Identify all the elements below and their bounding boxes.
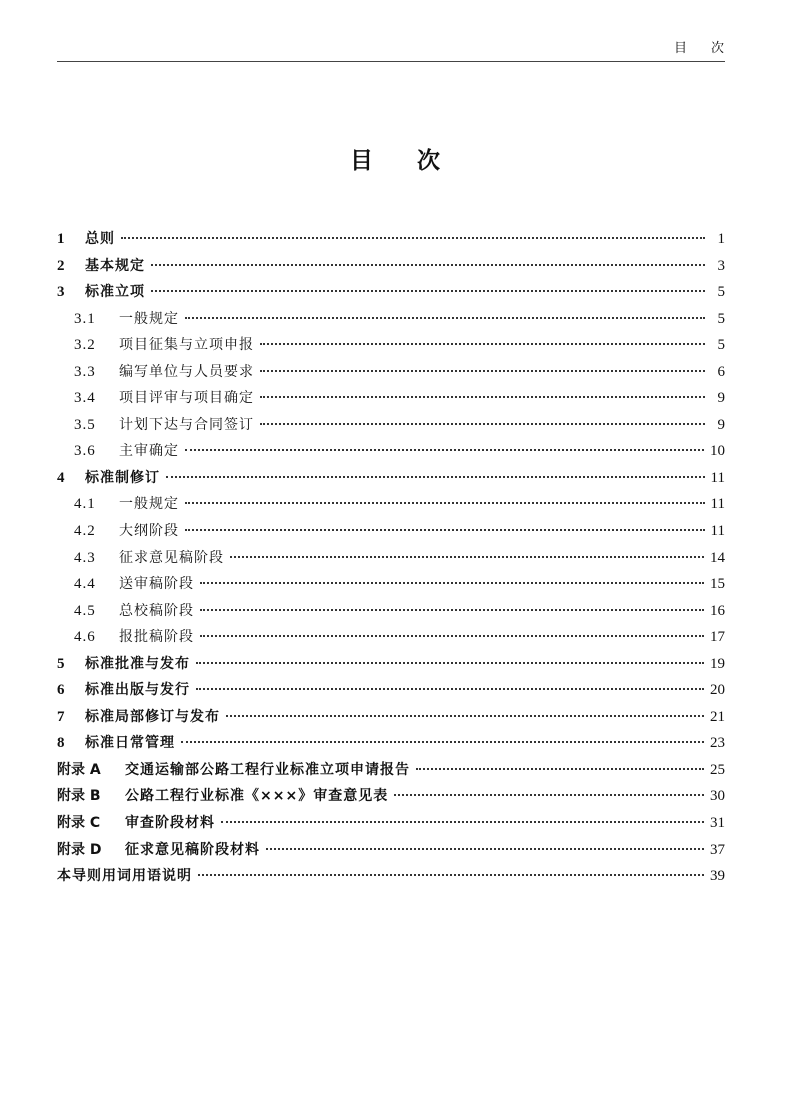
toc-entry-title: 标准局部修订与发布 (85, 708, 220, 725)
toc-entry-title: 计划下达与合同签订 (119, 416, 254, 433)
toc-entry-number: 3.3 (74, 363, 96, 380)
toc-entry-title: 基本规定 (85, 257, 145, 274)
toc-entry-title: 项目征集与立项申报 (119, 337, 254, 354)
toc-entry-number: 4 (57, 469, 65, 486)
toc-entry[interactable] (57, 387, 725, 414)
toc-entry[interactable] (57, 759, 725, 786)
dot-leader (200, 609, 704, 611)
toc-entry-number: 3.2 (74, 337, 96, 354)
dot-leader (185, 449, 704, 451)
toc-entry-title: 编写单位与人员要求 (119, 363, 254, 380)
toc-entry-number: 7 (57, 708, 65, 725)
toc-entry-number: 4.6 (74, 629, 96, 646)
dot-leader (266, 848, 704, 850)
toc-entry[interactable] (57, 573, 725, 600)
toc-entry-page: 39 (710, 868, 725, 885)
toc-entry[interactable] (57, 626, 725, 653)
toc-entry-title: 征求意见稿阶段 (119, 549, 224, 566)
toc-entry-number: 3 (57, 284, 65, 301)
toc-entry-page: 37 (710, 841, 725, 858)
toc-entry-title: 标准制修订 (85, 469, 160, 486)
toc-entry[interactable] (57, 493, 725, 520)
toc-entry-page: 9 (717, 390, 725, 407)
dot-leader (200, 635, 704, 637)
toc-entry-title: 公路工程行业标准《×××》审查意见表 (125, 788, 389, 805)
toc-entry-title: 送审稿阶段 (119, 576, 194, 593)
toc-entry-page: 11 (710, 469, 725, 486)
toc-entry-page: 5 (717, 337, 725, 354)
toc-entry[interactable] (57, 255, 725, 282)
toc-entry-number: 4.3 (74, 549, 96, 566)
toc-entry-title: 总校稿阶段 (119, 602, 194, 619)
toc-entry[interactable] (57, 520, 725, 547)
toc-entry-page: 25 (710, 761, 725, 778)
toc-entry-page: 31 (710, 815, 725, 832)
dot-leader (151, 264, 705, 266)
toc-entry-page: 11 (710, 496, 725, 513)
toc-entry-title: 主审确定 (119, 443, 179, 460)
toc-entry-title: 一般规定 (119, 496, 179, 513)
toc-entry-title: 标准批准与发布 (85, 655, 190, 672)
toc-entry-title: 标准日常管理 (85, 735, 175, 752)
dot-leader (416, 768, 704, 770)
toc-entry-number: 3.4 (74, 390, 96, 407)
toc-entry-number: 4.4 (74, 576, 96, 593)
toc-entry-page: 5 (717, 284, 725, 301)
toc-entry-page: 9 (717, 416, 725, 433)
toc-entry[interactable] (57, 281, 725, 308)
toc-entry-page: 20 (710, 682, 725, 699)
dot-leader (185, 529, 705, 531)
page-title: 目次 (350, 148, 484, 174)
dot-leader (181, 741, 704, 743)
toc-entry-title: 大纲阶段 (119, 523, 179, 540)
toc-entry[interactable] (57, 600, 725, 627)
toc-entry[interactable] (57, 653, 725, 680)
toc-entry-page: 14 (710, 549, 725, 566)
dot-leader (185, 502, 705, 504)
toc-entry-number: 8 (57, 735, 65, 752)
toc-entry-page: 21 (710, 708, 725, 725)
dot-leader (198, 874, 704, 876)
toc-entry[interactable] (57, 732, 725, 759)
toc-entry-number: 5 (57, 655, 65, 672)
toc-entry-number: 4.2 (74, 523, 96, 540)
toc-entry-title: 标准立项 (85, 284, 145, 301)
toc-entry-number: 6 (57, 682, 65, 699)
toc-entry[interactable] (57, 414, 725, 441)
toc-entry[interactable] (57, 679, 725, 706)
dot-leader (196, 688, 704, 690)
toc-entry-number: 3.1 (74, 310, 96, 327)
table-of-contents (57, 228, 725, 892)
dot-leader (200, 582, 704, 584)
dot-leader (260, 343, 705, 345)
dot-leader (394, 794, 704, 796)
toc-entry-number: 3.5 (74, 416, 96, 433)
dot-leader (121, 237, 705, 239)
toc-entry-title: 一般规定 (119, 310, 179, 327)
toc-entry-page: 23 (710, 735, 725, 752)
toc-entry-page: 6 (717, 363, 725, 380)
toc-entry-page: 5 (717, 310, 725, 327)
toc-entry-number: 附录 D (57, 841, 102, 858)
dot-leader (260, 396, 705, 398)
toc-entry[interactable] (57, 865, 725, 892)
toc-entry-page: 15 (710, 576, 725, 593)
toc-entry[interactable] (57, 440, 725, 467)
toc-entry[interactable] (57, 361, 725, 388)
toc-entry-title: 总则 (85, 231, 115, 247)
toc-entry-page: 30 (710, 788, 725, 805)
toc-entry[interactable] (57, 228, 725, 255)
toc-entry-number: 附录 C (57, 815, 101, 832)
toc-entry[interactable] (57, 547, 725, 574)
toc-entry-number: 1 (57, 231, 65, 247)
dot-leader (260, 370, 705, 372)
toc-entry-title: 项目评审与项目确定 (119, 390, 254, 407)
toc-entry-title: 本导则用词用语说明 (57, 868, 192, 885)
toc-entry-title: 报批稿阶段 (119, 629, 194, 646)
dot-leader (166, 476, 705, 478)
toc-entry-number: 附录 A (57, 761, 101, 778)
toc-entry-number: 3.6 (74, 443, 96, 460)
toc-entry-page: 10 (710, 443, 725, 460)
toc-entry-page: 16 (710, 602, 725, 619)
toc-entry[interactable] (57, 785, 725, 812)
toc-entry-title: 审查阶段材料 (125, 815, 215, 832)
toc-entry-title: 标准出版与发行 (85, 682, 190, 699)
toc-entry[interactable] (57, 839, 725, 866)
toc-entry[interactable] (57, 308, 725, 335)
dot-leader (185, 317, 705, 319)
dot-leader (221, 821, 704, 823)
toc-entry[interactable] (57, 467, 725, 494)
toc-entry-number: 附录 B (57, 788, 101, 805)
toc-entry-page: 3 (717, 257, 725, 274)
dot-leader (196, 662, 704, 664)
toc-entry[interactable] (57, 706, 725, 733)
dot-leader (260, 423, 705, 425)
toc-entry-page: 1 (717, 231, 725, 247)
toc-entry-page: 17 (710, 629, 725, 646)
toc-entry-title: 交通运输部公路工程行业标准立项申请报告 (125, 761, 410, 778)
dot-leader (230, 556, 704, 558)
toc-entry-page: 11 (710, 523, 725, 540)
dot-leader (151, 290, 705, 292)
header-rule (57, 61, 725, 62)
dot-leader (226, 715, 704, 717)
running-header: 目次 (673, 41, 748, 56)
toc-entry[interactable] (57, 812, 725, 839)
toc-entry-page: 19 (710, 655, 725, 672)
toc-entry-title: 征求意见稿阶段材料 (125, 841, 260, 858)
toc-entry-number: 4.5 (74, 602, 96, 619)
toc-entry[interactable] (57, 334, 725, 361)
toc-entry-number: 2 (57, 257, 65, 274)
toc-entry-number: 4.1 (74, 496, 96, 513)
